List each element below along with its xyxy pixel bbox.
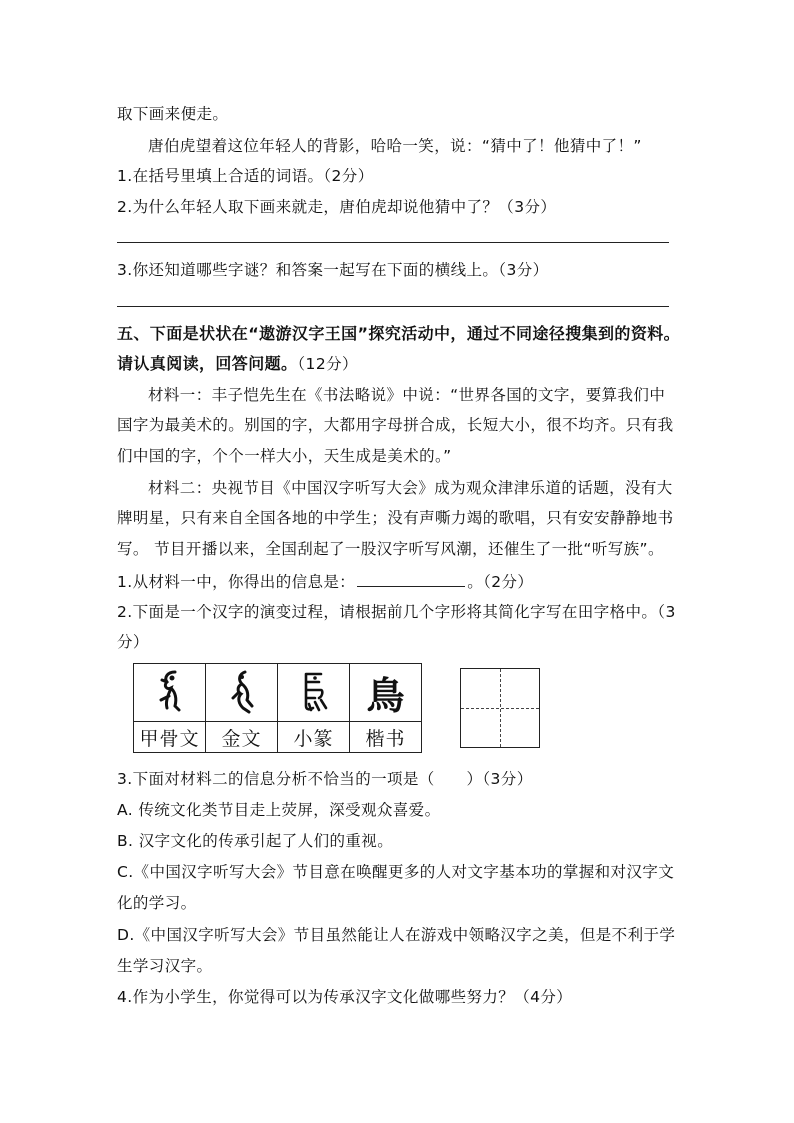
- question-2: 2.为什么年轻人取下画来就走，唐伯虎却说他猜中了？（3分）: [117, 198, 557, 216]
- section-5-heading: 五、下面是状状在“遨游汉字王国”探究活动中，通过不同途径搜集到的资料。: [117, 324, 681, 343]
- question-3: 3.你还知道哪些字谜？和答案一起写在下面的横线上。（3分）: [117, 261, 549, 279]
- story-ending-line: 取下画来便走。: [117, 105, 229, 123]
- option-c-cont: 化的学习。: [117, 894, 197, 912]
- option-d: D.《中国汉字听写大会》节目虽然能让人在游戏中领略汉字之美，但是不利于学: [117, 926, 676, 944]
- script-name-bronze: 金文: [206, 722, 278, 753]
- bronze-glyph: [206, 664, 278, 722]
- small-seal-glyph: [278, 664, 350, 722]
- regular-script-character: 鳥: [366, 673, 405, 718]
- script-name-regular: 楷书: [350, 722, 422, 753]
- oracle-bone-bird-icon: [145, 666, 195, 716]
- bronze-bird-icon: [217, 666, 267, 716]
- story-quote-line: 唐伯虎望着这位年轻人的背影，哈哈一笑，说：“猜中了！他猜中了！”: [148, 137, 642, 155]
- character-evolution-table: [133, 663, 422, 753]
- part-1-score: 。（2分）: [467, 573, 534, 591]
- option-c: C.《中国汉字听写大会》节目意在唤醒更多的人对文字基本功的掌握和对汉字文: [117, 863, 675, 881]
- part-1-answer-blank[interactable]: [357, 570, 465, 587]
- material-2-line-3: 写。 节目开播以来，全国刮起了一股汉字听写风潮，还催生了一批“听写族”。: [117, 540, 664, 558]
- part-4-question: 4.作为小学生，你觉得可以为传承汉字文化做哪些努力？（4分）: [117, 988, 573, 1006]
- option-a: A. 传统文化类节目走上荧屏，深受观众喜爱。: [117, 801, 441, 819]
- material-2-line-2: 牌明星，只有来自全国各地的中学生；没有声嘶力竭的歌唱，只有安安静静地书: [117, 509, 674, 527]
- material-1-line-2: 国字为最美术的。别国的字，大都用字母拼合成，长短大小，很不均齐。只有我: [117, 416, 674, 434]
- material-1-line-1: 材料一：丰子恺先生在《书法略说》中说：“世界各国的文字，要算我们中: [148, 386, 666, 404]
- part-2-question-cont: 分）: [117, 633, 149, 651]
- section-5-score: （12分）: [297, 355, 358, 373]
- question-1: 1.在括号里填上合适的词语。（2分）: [117, 167, 374, 185]
- tianzige-writing-grid[interactable]: [460, 668, 540, 748]
- part-1-question: [117, 570, 533, 592]
- script-name-small-seal: 小篆: [278, 722, 350, 753]
- answer-line-q3[interactable]: [117, 306, 669, 307]
- material-1-line-3: 们中国的字，个个一样大小，天生成是美术的。”: [117, 447, 452, 465]
- small-seal-bird-icon: [289, 666, 339, 716]
- option-d-cont: 生学习汉字。: [117, 957, 213, 975]
- material-2-line-1: 材料二：央视节目《中国汉字听写大会》成为观众津津乐道的话题，没有大: [148, 479, 673, 497]
- script-name-oracle-bone: 甲骨文: [134, 722, 206, 753]
- regular-script-glyph: [350, 664, 422, 722]
- part-1-prompt: 1.从材料一中，你得出的信息是：: [117, 573, 356, 591]
- section-5-heading-cont: [117, 354, 358, 374]
- oracle-bone-glyph: [134, 664, 206, 722]
- section-5-instruction: 请认真阅读，回答问题。: [117, 354, 298, 373]
- option-b: B. 汉字文化的传承引起了人们的重视。: [117, 832, 394, 850]
- part-2-question: 2.下面是一个汉字的演变过程，请根据前几个字形将其简化字写在田字格中。（3: [117, 603, 676, 621]
- part-3-question: 3.下面对材料二的信息分析不恰当的一项是（ ）（3分）: [117, 770, 533, 788]
- grid-vertical-guide: [500, 669, 501, 747]
- answer-line-q2[interactable]: [117, 242, 669, 243]
